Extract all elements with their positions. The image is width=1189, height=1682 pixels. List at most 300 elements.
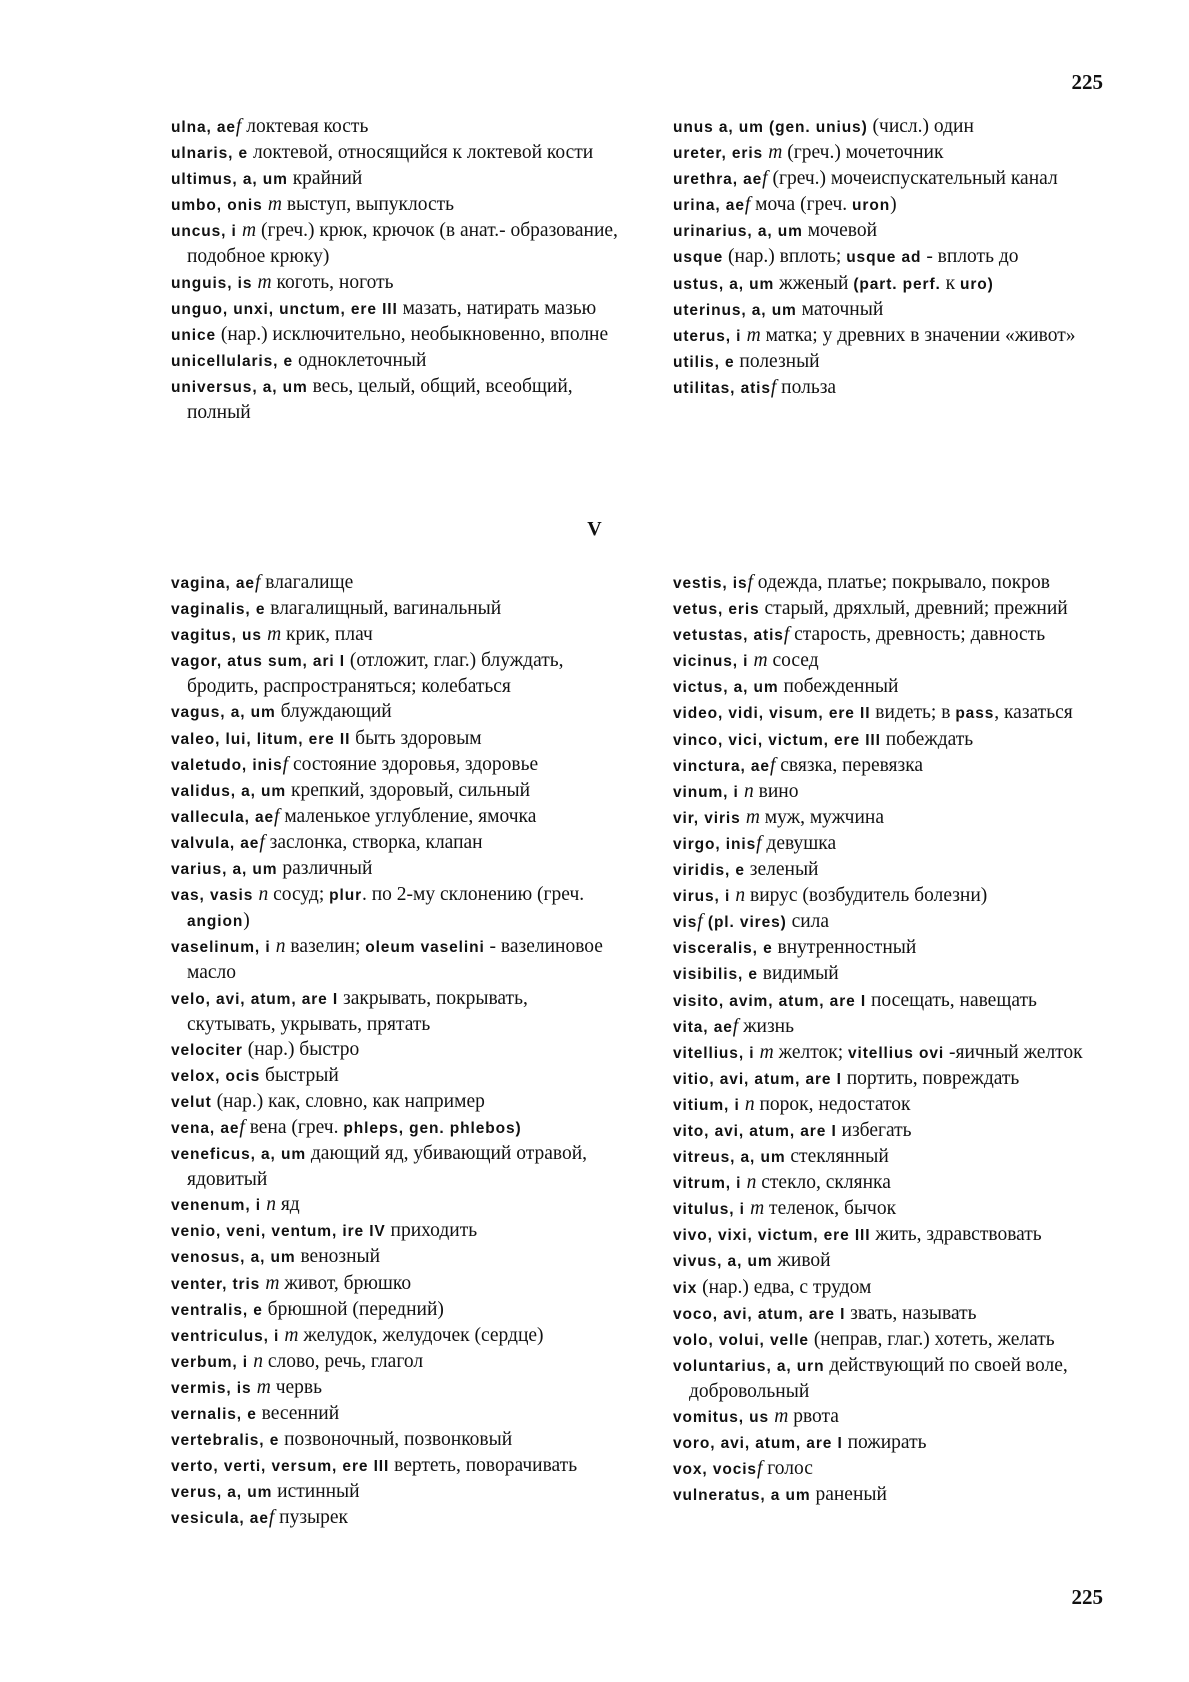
gender-mark: m — [284, 1324, 299, 1346]
headword: vetus, eris — [673, 601, 760, 619]
headword: urethra, ae — [673, 171, 763, 189]
definition: моча (греч. — [750, 194, 853, 216]
definition: приходить — [385, 1220, 478, 1242]
headword: vitellius ovi — [848, 1044, 945, 1062]
headword: vetustas, atis — [673, 627, 784, 645]
headword: vertebralis, e — [171, 1432, 280, 1450]
dictionary-entry — [673, 1066, 1113, 1092]
dictionary-entry — [673, 727, 1113, 753]
headword: unice — [171, 326, 216, 344]
gender-mark: m — [753, 650, 768, 672]
dictionary-entry — [673, 779, 1113, 805]
definition: крепкий, здоровый, сильный — [286, 779, 531, 801]
gender-mark: f — [274, 805, 280, 827]
definition: вертеть, поворачивать — [389, 1455, 578, 1477]
dictionary-entry — [673, 1327, 1113, 1353]
definition: (греч.) крюк, крючок (в анат.- образование, подобное крюку) — [187, 220, 618, 268]
headword: uncus, i — [171, 223, 242, 241]
definition: желудок, желудочек (сердце) — [298, 1324, 544, 1346]
headword: valvula, ae — [171, 834, 260, 852]
headword: vesicula, ae — [171, 1510, 269, 1528]
headword: urinarius, a, um — [673, 223, 803, 241]
definition: влагалище — [260, 572, 354, 593]
headword: ventralis, e — [171, 1301, 263, 1319]
headword: plur — [329, 887, 362, 905]
gender-mark: n — [746, 1172, 757, 1194]
headword: universus, a, um — [171, 378, 308, 396]
dictionary-entry — [171, 778, 621, 804]
dictionary-entry — [171, 596, 621, 622]
dictionary-entry — [673, 323, 1113, 349]
definition: старость, древность; давность — [789, 624, 1046, 646]
headword: utilis, e — [673, 353, 735, 371]
headword: ureter, eris — [673, 145, 769, 163]
definition: блуждающий — [275, 701, 392, 723]
definition: дающий яд, убивающий отравой, ядовитый — [187, 1143, 588, 1191]
dictionary-entry — [673, 1014, 1113, 1040]
headword: vas, vasis — [171, 887, 259, 905]
gender-mark: f — [744, 194, 751, 216]
headword: utilitas, atis — [673, 379, 771, 397]
dictionary-entry — [171, 648, 621, 699]
headword: vitreus, a, um — [673, 1149, 786, 1167]
definition: (греч.) мочеиспускательный канал — [767, 168, 1058, 190]
headword: vallecula, ae — [171, 808, 275, 826]
dictionary-entry — [673, 1092, 1113, 1118]
headword: vix — [673, 1279, 698, 1297]
definition: к — [940, 272, 960, 294]
headword: urina, ae — [673, 197, 745, 215]
dictionary-entry — [171, 804, 621, 830]
headword: vitium, i — [673, 1096, 745, 1114]
headword: venenum, i — [171, 1197, 267, 1215]
definition: (нар.) едва, с трудом — [697, 1276, 872, 1298]
dictionary-entry — [673, 961, 1113, 987]
dictionary-entry — [171, 856, 621, 882]
dictionary-entry — [673, 218, 1113, 244]
headword: vis — [673, 914, 698, 932]
definition: одежда, платье; покрывало, покров — [752, 572, 1050, 593]
definition: различный — [277, 858, 373, 880]
definition: коготь, ноготь — [271, 271, 394, 293]
headword: validus, a, um — [171, 782, 287, 800]
gender-mark: f — [732, 1015, 739, 1037]
dictionary-entry — [673, 297, 1113, 323]
definition: связка, перевязка — [775, 754, 924, 776]
dictionary-entry — [171, 296, 621, 322]
dictionary-entry — [171, 934, 621, 985]
headword: vivo, vixi, victum, ere III — [673, 1227, 871, 1245]
gender-mark: m — [267, 624, 282, 646]
definition: одноклеточный — [293, 349, 427, 371]
definition: портить, повреждать — [841, 1067, 1020, 1089]
dictionary-entry — [171, 322, 621, 348]
headword: verus, a, um — [171, 1484, 273, 1502]
definition: побеждать — [880, 728, 974, 750]
definition: влагалищный, вагинальный — [265, 598, 502, 620]
headword: velociter — [171, 1041, 243, 1059]
headword: vulneratus, a um — [673, 1487, 811, 1505]
definition: польза — [776, 376, 837, 398]
definition: теленок, бычок — [764, 1198, 897, 1220]
headword: valetudo, inis — [171, 756, 283, 774]
definition: ) — [890, 194, 897, 216]
dictionary-entry — [673, 909, 1113, 935]
dictionary-entry — [171, 1349, 621, 1375]
definition: вирус (возбудитель болезни) — [745, 885, 988, 907]
dictionary-entry — [171, 1427, 621, 1453]
dictionary-entry — [171, 140, 621, 166]
headword: vitulus, i — [673, 1201, 751, 1219]
definition: - вазелиновое масло — [187, 936, 603, 984]
definition: (нар.) как, словно, как например — [211, 1090, 485, 1112]
dictionary-entry — [171, 1505, 621, 1531]
dictionary-entry — [171, 1063, 621, 1089]
headword: vivus, a, um — [673, 1253, 773, 1271]
definition: позвоночный, позвонковый — [279, 1429, 513, 1451]
headword: uterus, i — [673, 327, 747, 345]
headword: ventriculus, i — [171, 1327, 285, 1345]
dictionary-entry — [171, 1297, 621, 1323]
headword: angion — [187, 913, 244, 931]
dictionary-entry — [171, 570, 621, 596]
dictionary-entry — [673, 114, 1113, 140]
dictionary-entry — [673, 1430, 1113, 1456]
headword: video, vidi, visum, ere II — [673, 705, 871, 723]
definition: избегать — [836, 1119, 912, 1141]
headword: veneficus, a, um — [171, 1146, 307, 1164]
headword: vagitus, us — [171, 627, 268, 645]
headword: virus, i — [673, 888, 736, 906]
definition: звать, называть — [845, 1302, 977, 1324]
definition: . по 2-му склонению (греч. — [362, 884, 585, 906]
dictionary-entry — [171, 1244, 621, 1270]
definition: голос — [762, 1458, 813, 1480]
gender-mark: f — [239, 1116, 245, 1138]
dictionary-entry — [673, 271, 1113, 297]
headword: vox, vocis — [673, 1461, 757, 1479]
definition: закрывать, покрывать, скутывать, укрывать, прятать — [187, 987, 528, 1035]
dictionary-entry — [171, 1453, 621, 1479]
headword: (part. perf. — [853, 275, 941, 293]
definition: (нар.) исключительно, необыкновенно, вполне — [215, 323, 609, 345]
definition: раненый — [810, 1484, 887, 1506]
headword: voluntarius, a, urn — [673, 1357, 825, 1375]
dictionary-entry — [673, 1118, 1113, 1144]
dictionary-entry — [673, 1275, 1113, 1301]
definition: пожирать — [842, 1432, 927, 1454]
dictionary-entry — [171, 270, 621, 296]
gender-mark: f — [769, 754, 776, 776]
dictionary-entry — [171, 1089, 621, 1115]
dictionary-entry — [673, 375, 1113, 401]
gender-mark: n — [258, 884, 269, 906]
dictionary-entry — [171, 1218, 621, 1244]
definition: крик, плач — [281, 624, 373, 646]
headword: velo, avi, atum, are I — [171, 990, 339, 1008]
headword: vito, avi, atum, are I — [673, 1122, 837, 1140]
definition: желток; — [773, 1041, 849, 1063]
dictionary-entry — [171, 374, 621, 425]
definition: матка; у древних в значении «живот» — [760, 324, 1076, 346]
dictionary-entry — [673, 988, 1113, 1014]
headword: verbum, i — [171, 1353, 254, 1371]
dictionary-entry — [673, 1456, 1113, 1482]
dictionary-entry — [171, 218, 621, 269]
definition: жить, здравствовать — [870, 1224, 1042, 1246]
page-number-top: 225 — [1071, 70, 1103, 94]
dictionary-entry — [171, 752, 621, 778]
headword: vagor, atus sum, ari I — [171, 653, 345, 671]
gender-mark: n — [266, 1194, 276, 1216]
dictionary-entry — [171, 882, 621, 934]
dictionary-entry — [673, 857, 1113, 883]
dictionary-entry — [673, 140, 1113, 166]
gender-mark: f — [783, 624, 790, 646]
gender-mark: m — [759, 1041, 774, 1063]
definition: заслонка, створка, клапан — [264, 831, 483, 853]
dictionary-entry — [673, 570, 1113, 596]
headword: ultimus, a, um — [171, 171, 288, 189]
gender-mark: m — [256, 1376, 271, 1398]
headword: ustus, a, um — [673, 275, 775, 293]
definition: маленькое углубление, ямочка — [279, 805, 537, 827]
headword: vir, viris — [673, 809, 746, 827]
headword: velox, ocis — [171, 1067, 261, 1085]
definition: мочевой — [802, 220, 878, 242]
headword: phleps, gen. phlebos) — [343, 1119, 522, 1137]
definition: видимый — [757, 963, 839, 985]
dictionary-entry — [673, 674, 1113, 700]
headword: vaginalis, e — [171, 601, 266, 619]
headword: voco, avi, atum, are I — [673, 1305, 846, 1323]
headword: vicinus, i — [673, 653, 754, 671]
headword: voro, avi, atum, are I — [673, 1435, 843, 1453]
definition: ) — [243, 910, 250, 932]
headword: verto, verti, versum, ere III — [171, 1458, 390, 1476]
dictionary-entry — [673, 648, 1113, 674]
dictionary-entry — [673, 1222, 1113, 1248]
dictionary-entry — [171, 348, 621, 374]
gender-mark: f — [770, 376, 777, 398]
dictionary-entry — [673, 753, 1113, 779]
dictionary-entry — [673, 192, 1113, 218]
definition: (отложит, глаг.) блуждать, бродить, распространяться; колебаться — [187, 650, 564, 698]
definition: вино — [753, 780, 799, 802]
definition: посещать, навещать — [866, 989, 1037, 1011]
headword: vitrum, i — [673, 1175, 747, 1193]
dictionary-entry — [673, 831, 1113, 857]
definition: (греч.) мочеточник — [782, 142, 944, 164]
definition: сосуд; — [268, 884, 330, 906]
page-number-bottom: 225 — [1071, 1585, 1103, 1609]
headword: vinco, vici, victum, ere III — [673, 731, 881, 749]
headword: vitellius, i — [673, 1044, 760, 1062]
headword: valeo, lui, litum, ere II — [171, 730, 351, 748]
dictionary-entry — [171, 114, 621, 140]
headword: unicellularis, e — [171, 352, 294, 370]
gender-mark: f — [268, 1507, 275, 1529]
gender-mark: f — [282, 753, 289, 775]
dictionary-entry — [171, 1323, 621, 1349]
gender-mark: n — [253, 1350, 263, 1372]
headword: uterinus, a, um — [673, 301, 797, 319]
definition: полезный — [734, 350, 820, 372]
headword: venio, veni, ventum, ire IV — [171, 1223, 386, 1241]
definition: видеть; в — [870, 702, 956, 724]
headword: ulnaris, e — [171, 145, 249, 163]
headword: vagus, a, um — [171, 704, 276, 722]
dictionary-entry — [171, 1271, 621, 1297]
headword: vena, ae — [171, 1119, 240, 1137]
headword: oleum vaselini — [365, 939, 485, 957]
gender-mark: f — [756, 1458, 763, 1480]
dictionary-entry — [171, 1037, 621, 1063]
definition: локтевая кость — [241, 116, 369, 137]
headword: vomitus, us — [673, 1409, 775, 1426]
definition: мазать, натирать мазью — [397, 297, 597, 319]
definition: истинный — [272, 1481, 360, 1503]
dictionary-entry — [171, 1375, 621, 1401]
dictionary-entry — [171, 1479, 621, 1505]
column-right-v — [673, 570, 1113, 1508]
dictionary-entry — [673, 622, 1113, 648]
definition: весенний — [256, 1403, 340, 1424]
headword: virgo, inis — [673, 835, 757, 853]
dictionary-entry — [673, 244, 1113, 270]
definition: венозный — [295, 1246, 381, 1268]
gender-mark: m — [241, 220, 257, 242]
definition: муж, мужчина — [759, 806, 884, 828]
dictionary-entry — [171, 1401, 621, 1427]
gender-mark: f — [254, 572, 261, 593]
gender-mark: m — [750, 1198, 765, 1220]
gender-mark: f — [235, 116, 242, 137]
headword: viridis, e — [673, 862, 745, 880]
headword: umbo, onis — [171, 197, 268, 215]
headword: usque — [673, 249, 724, 267]
dictionary-entry — [673, 1248, 1113, 1274]
column-right-u — [673, 114, 1113, 401]
definition: порок, недостаток — [754, 1093, 911, 1115]
dictionary-entry — [673, 1144, 1113, 1170]
definition: (нар.) вплоть; — [723, 246, 847, 268]
headword: vermis, is — [171, 1379, 257, 1397]
headword: uro) — [960, 275, 994, 293]
dictionary-entry — [673, 596, 1113, 622]
dictionary-entry — [673, 166, 1113, 192]
dictionary-entry — [673, 349, 1113, 375]
definition: рвота — [788, 1406, 839, 1427]
headword: vaselinum, i — [171, 939, 276, 957]
dictionary-entry — [171, 192, 621, 218]
gender-mark: m — [768, 142, 783, 164]
headword: vita, ae — [673, 1018, 733, 1036]
definition: выступ, выпуклость — [281, 194, 455, 216]
definition: червь — [270, 1376, 323, 1398]
column-left-u — [171, 114, 621, 425]
definition: живот, брюшко — [279, 1272, 412, 1294]
headword: ulna, ae — [171, 119, 236, 136]
headword: varius, a, um — [171, 861, 278, 879]
headword: venter, tris — [171, 1275, 266, 1293]
headword: visito, avim, atum, are I — [673, 992, 867, 1010]
definition: - вплоть до — [921, 246, 1019, 268]
dictionary-entry — [171, 830, 621, 856]
gender-mark: f — [747, 572, 753, 593]
definition: внутренностный — [772, 937, 917, 959]
dictionary-entry — [673, 1482, 1113, 1508]
dictionary-entry — [673, 1170, 1113, 1196]
definition: (неправ, глаг.) хотеть, желать — [808, 1328, 1055, 1350]
gender-mark: n — [275, 936, 286, 958]
gender-mark: f — [756, 832, 762, 854]
dictionary-entry — [171, 986, 621, 1037]
gender-mark: m — [265, 1272, 280, 1294]
headword: unguo, unxi, unctum, ere III — [171, 300, 398, 318]
headword: vagina, ae — [171, 575, 255, 592]
definition: , казаться — [994, 702, 1073, 724]
definition: побежденный — [778, 676, 899, 698]
gender-mark: f — [259, 831, 265, 853]
dictionary-entry — [673, 935, 1113, 961]
dictionary-entry — [673, 1353, 1113, 1404]
gender-mark: m — [267, 194, 282, 216]
definition: крайний — [287, 168, 363, 190]
definition: весь, целый, общий, всеобщий, полный — [187, 375, 573, 424]
definition: стекло, склянка — [756, 1172, 891, 1194]
dictionary-entry — [171, 699, 621, 725]
dictionary-entry — [673, 1040, 1113, 1066]
dictionary-entry — [171, 726, 621, 752]
headword: visibilis, e — [673, 966, 758, 984]
headword: visceralis, e — [673, 940, 773, 958]
dictionary-entry — [171, 622, 621, 648]
definition: сила — [786, 911, 830, 933]
definition: жженый — [774, 272, 854, 294]
headword: velut — [171, 1093, 212, 1111]
definition: старый, дряхлый, древний; прежний — [759, 598, 1068, 620]
gender-mark: m — [774, 1406, 789, 1427]
definition: (числ.) один — [867, 116, 974, 137]
gender-mark: m — [746, 324, 761, 346]
headword: venosus, a, um — [171, 1249, 296, 1267]
column-left-v — [171, 570, 621, 1531]
gender-mark: f — [697, 911, 703, 933]
headword: (pl. vires) — [702, 914, 787, 932]
definition: маточный — [796, 298, 884, 320]
definition: жизнь — [738, 1015, 795, 1037]
gender-mark: n — [743, 780, 754, 802]
dictionary-entry — [673, 1404, 1113, 1430]
definition: девушка — [761, 832, 837, 854]
headword: unguis, is — [171, 274, 258, 292]
gender-mark: f — [762, 168, 768, 190]
headword: pass — [955, 705, 995, 723]
definition: яд — [275, 1194, 300, 1216]
dictionary-entry — [171, 166, 621, 192]
definition: зеленый — [744, 859, 819, 881]
definition: быть здоровым — [350, 727, 482, 749]
gender-mark: n — [735, 885, 746, 907]
headword: vinum, i — [673, 783, 744, 801]
headword: volo, volui, velle — [673, 1331, 809, 1349]
definition: живой — [772, 1250, 831, 1272]
dictionary-entry — [171, 1141, 621, 1192]
headword: vitio, avi, atum, are I — [673, 1070, 842, 1088]
headword: unus a, um (gen. unius) — [673, 119, 868, 136]
gender-mark: m — [257, 271, 272, 293]
